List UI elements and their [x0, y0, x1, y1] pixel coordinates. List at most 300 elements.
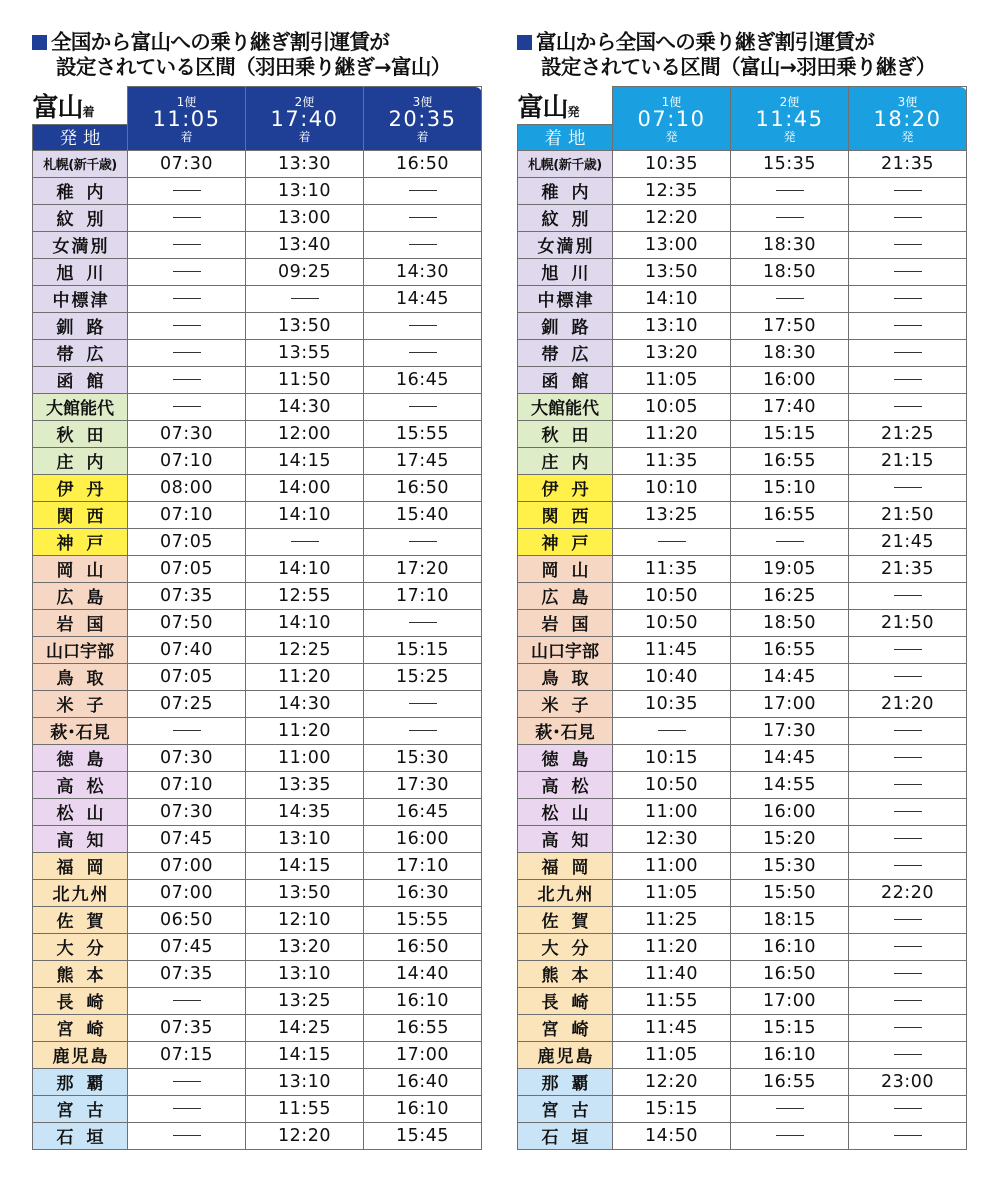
no-service-cell	[849, 825, 967, 852]
dash-icon	[894, 244, 922, 245]
left-city-suffix: 着	[82, 104, 95, 119]
airport-name: 岡山	[518, 555, 613, 582]
time-cell: 16:25	[731, 582, 849, 609]
no-service-cell	[364, 231, 482, 258]
time-cell: 07:05	[128, 528, 246, 555]
time-cell: 15:25	[364, 663, 482, 690]
no-service-cell	[731, 177, 849, 204]
time-cell: 11:25	[613, 906, 731, 933]
time-cell: 11:20	[246, 663, 364, 690]
right-city-suffix: 発	[567, 104, 580, 119]
time-cell: 13:00	[613, 231, 731, 258]
time-cell: 11:35	[613, 447, 731, 474]
dash-icon	[409, 352, 437, 353]
table-row	[518, 474, 967, 501]
dash-icon	[173, 1000, 201, 1001]
time-cell: 16:55	[364, 1014, 482, 1041]
time-cell: 13:40	[246, 231, 364, 258]
no-service-cell	[849, 987, 967, 1014]
time-cell: 12:20	[246, 1122, 364, 1149]
time-cell: 12:00	[246, 420, 364, 447]
airport-name: 釧路	[33, 312, 128, 339]
time-cell: 07:10	[128, 501, 246, 528]
table-row	[518, 960, 967, 987]
dash-icon	[409, 730, 437, 731]
airport-name: 徳島	[518, 744, 613, 771]
airport-name: 旭川	[33, 258, 128, 285]
no-service-cell	[849, 582, 967, 609]
time-cell: 14:50	[613, 1122, 731, 1149]
flight-number: 3便	[897, 94, 918, 109]
table-row	[518, 393, 967, 420]
no-service-cell	[849, 258, 967, 285]
no-service-cell	[613, 528, 731, 555]
no-service-cell	[849, 906, 967, 933]
airport-name: 広島	[33, 582, 128, 609]
time-cell: 11:40	[613, 960, 731, 987]
dash-icon	[894, 217, 922, 218]
dash-icon	[173, 190, 201, 191]
airport-name: 女満別	[518, 231, 613, 258]
time-cell: 16:45	[364, 366, 482, 393]
airport-name: 山口宇部	[33, 636, 128, 663]
dash-icon	[894, 784, 922, 785]
no-service-cell	[849, 312, 967, 339]
airport-name: 長崎	[518, 987, 613, 1014]
flight-number: 2便	[294, 94, 315, 109]
table-row	[33, 393, 482, 420]
dash-icon	[658, 541, 686, 542]
time-cell: 13:20	[613, 339, 731, 366]
time-cell: 15:15	[364, 636, 482, 663]
no-service-cell	[849, 663, 967, 690]
time-cell: 16:55	[731, 1068, 849, 1095]
airport-name: 稚内	[33, 177, 128, 204]
time-cell: 16:40	[364, 1068, 482, 1095]
time-cell: 07:30	[128, 744, 246, 771]
time-cell: 14:15	[246, 447, 364, 474]
time-cell: 11:05	[613, 879, 731, 906]
no-service-cell	[849, 717, 967, 744]
time-cell: 14:10	[246, 501, 364, 528]
time-cell: 11:20	[613, 420, 731, 447]
no-service-cell	[128, 1068, 246, 1095]
table-row	[33, 771, 482, 798]
time-cell: 11:05	[613, 1041, 731, 1068]
airport-name: 萩･石見	[518, 717, 613, 744]
dash-icon	[894, 757, 922, 758]
time-cell: 11:55	[613, 987, 731, 1014]
right-city-header	[518, 87, 613, 125]
no-service-cell	[128, 231, 246, 258]
time-cell: 07:25	[128, 690, 246, 717]
left-origin-label: 発地	[33, 124, 128, 150]
table-row	[518, 690, 967, 717]
flight-status: 着	[180, 129, 193, 144]
table-row	[33, 906, 482, 933]
time-cell: 12:10	[246, 906, 364, 933]
time-cell: 07:30	[128, 420, 246, 447]
left-title-line2: 設定されている区間（羽田乗り継ぎ→富山）	[56, 55, 451, 79]
airport-name: 庄内	[33, 447, 128, 474]
time-cell: 21:45	[849, 528, 967, 555]
airport-name: 大分	[518, 933, 613, 960]
time-cell: 21:20	[849, 690, 967, 717]
airport-name: 稚内	[518, 177, 613, 204]
time-cell: 13:25	[613, 501, 731, 528]
table-row	[33, 204, 482, 231]
time-cell: 15:30	[731, 852, 849, 879]
time-cell: 07:30	[128, 798, 246, 825]
time-cell: 09:25	[246, 258, 364, 285]
table-row	[33, 663, 482, 690]
dash-icon	[776, 190, 804, 191]
time-cell: 16:10	[731, 1041, 849, 1068]
time-cell: 13:00	[246, 204, 364, 231]
time-cell: 06:50	[128, 906, 246, 933]
no-service-cell	[849, 339, 967, 366]
table-row	[33, 1095, 482, 1122]
time-cell: 15:55	[364, 906, 482, 933]
time-cell: 13:20	[246, 933, 364, 960]
time-cell: 07:00	[128, 879, 246, 906]
time-cell: 08:00	[128, 474, 246, 501]
time-cell: 11:20	[246, 717, 364, 744]
airport-name: 高松	[518, 771, 613, 798]
no-service-cell	[128, 285, 246, 312]
flight-time: 11:45	[755, 106, 824, 131]
dash-icon	[894, 325, 922, 326]
time-cell: 10:35	[613, 690, 731, 717]
table-row	[33, 312, 482, 339]
airport-name: 神戸	[33, 528, 128, 555]
flight-time: 17:40	[270, 106, 339, 131]
flight-status: 着	[298, 129, 311, 144]
table-row	[518, 177, 967, 204]
time-cell: 16:00	[731, 798, 849, 825]
no-service-cell	[849, 798, 967, 825]
no-service-cell	[849, 1122, 967, 1149]
time-cell: 07:00	[128, 852, 246, 879]
airport-name: 帯広	[518, 339, 613, 366]
time-cell: 14:30	[364, 258, 482, 285]
time-cell: 16:55	[731, 636, 849, 663]
time-cell: 17:00	[364, 1041, 482, 1068]
airport-name: 大館能代	[33, 393, 128, 420]
table-row	[518, 420, 967, 447]
table-row	[518, 744, 967, 771]
time-cell: 13:25	[246, 987, 364, 1014]
dash-icon	[894, 1027, 922, 1028]
time-cell: 11:00	[613, 852, 731, 879]
dash-icon	[173, 1135, 201, 1136]
time-cell: 10:35	[613, 150, 731, 177]
table-row	[33, 879, 482, 906]
table-row	[33, 150, 482, 177]
dash-icon	[776, 298, 804, 299]
right-flight-header-3	[849, 87, 967, 151]
left-title-line1: 全国から富山への乗り継ぎ割引運賃が	[51, 30, 390, 54]
dash-icon	[894, 811, 922, 812]
dash-icon	[894, 271, 922, 272]
time-cell: 12:55	[246, 582, 364, 609]
time-cell: 07:30	[128, 150, 246, 177]
airport-name: 秋田	[33, 420, 128, 447]
dash-icon	[894, 190, 922, 191]
table-row	[518, 258, 967, 285]
no-service-cell	[364, 177, 482, 204]
table-row	[518, 987, 967, 1014]
table-row	[33, 798, 482, 825]
flight-number: 1便	[661, 94, 682, 109]
dash-icon	[409, 217, 437, 218]
table-row	[33, 582, 482, 609]
time-cell: 21:50	[849, 609, 967, 636]
time-cell: 13:10	[246, 825, 364, 852]
airport-name: 松山	[518, 798, 613, 825]
dash-icon	[894, 595, 922, 596]
no-service-cell	[364, 609, 482, 636]
table-row	[518, 879, 967, 906]
time-cell: 13:10	[246, 177, 364, 204]
airport-name: 大分	[33, 933, 128, 960]
dash-icon	[894, 1000, 922, 1001]
time-cell: 14:10	[246, 609, 364, 636]
time-cell: 21:35	[849, 555, 967, 582]
airport-name: 関西	[33, 501, 128, 528]
time-cell: 10:40	[613, 663, 731, 690]
time-cell: 17:10	[364, 582, 482, 609]
time-cell: 15:35	[731, 150, 849, 177]
right-city-name: 富山	[517, 92, 568, 123]
no-service-cell	[731, 204, 849, 231]
no-service-cell	[364, 717, 482, 744]
time-cell: 13:50	[246, 312, 364, 339]
dash-icon	[776, 1108, 804, 1109]
table-row	[33, 1014, 482, 1041]
airport-name: 宮崎	[518, 1014, 613, 1041]
table-row	[33, 1122, 482, 1149]
time-cell: 14:45	[731, 663, 849, 690]
dash-icon	[894, 298, 922, 299]
no-service-cell	[364, 393, 482, 420]
flight-status: 発	[665, 129, 678, 144]
time-cell: 11:45	[613, 1014, 731, 1041]
no-service-cell	[613, 717, 731, 744]
airport-name: 函館	[33, 366, 128, 393]
airport-name: 米子	[518, 690, 613, 717]
time-cell: 14:40	[364, 960, 482, 987]
table-row	[518, 501, 967, 528]
no-service-cell	[128, 1122, 246, 1149]
time-cell: 15:15	[731, 1014, 849, 1041]
airport-name: 関西	[518, 501, 613, 528]
dash-icon	[173, 244, 201, 245]
airport-name: 鳥取	[518, 663, 613, 690]
right-destination-label: 着地	[518, 124, 613, 150]
time-cell: 15:15	[731, 420, 849, 447]
left-title	[32, 30, 480, 80]
no-service-cell	[128, 258, 246, 285]
airport-name: 函館	[518, 366, 613, 393]
time-cell: 15:15	[613, 1095, 731, 1122]
airport-name: 大館能代	[518, 393, 613, 420]
airport-name: 札幌(新千歳)	[33, 150, 128, 177]
table-row	[518, 231, 967, 258]
airport-name: 徳島	[33, 744, 128, 771]
flight-time: 18:20	[873, 106, 942, 131]
table-row	[33, 231, 482, 258]
dash-icon	[894, 487, 922, 488]
table-row	[33, 177, 482, 204]
airport-name: 那覇	[33, 1068, 128, 1095]
table-row	[518, 339, 967, 366]
dash-icon	[658, 730, 686, 731]
no-service-cell	[849, 636, 967, 663]
time-cell: 13:35	[246, 771, 364, 798]
time-cell: 17:10	[364, 852, 482, 879]
airport-name: 山口宇部	[518, 636, 613, 663]
airport-name: 女満別	[33, 231, 128, 258]
table-row	[33, 717, 482, 744]
airport-name: 旭川	[518, 258, 613, 285]
table-row	[518, 933, 967, 960]
time-cell: 15:30	[364, 744, 482, 771]
airport-name: 岩国	[33, 609, 128, 636]
table-row	[518, 1122, 967, 1149]
time-cell: 15:40	[364, 501, 482, 528]
time-cell: 07:10	[128, 771, 246, 798]
table-row	[33, 825, 482, 852]
table-row	[518, 852, 967, 879]
no-service-cell	[849, 366, 967, 393]
airport-name: 高知	[518, 825, 613, 852]
table-row	[518, 150, 967, 177]
time-cell: 16:10	[731, 933, 849, 960]
time-cell: 15:20	[731, 825, 849, 852]
time-cell: 11:00	[246, 744, 364, 771]
dash-icon	[173, 352, 201, 353]
table-row	[518, 447, 967, 474]
airport-name: 紋別	[33, 204, 128, 231]
time-cell: 12:35	[613, 177, 731, 204]
time-cell: 14:30	[246, 393, 364, 420]
time-cell: 07:35	[128, 960, 246, 987]
time-cell: 21:50	[849, 501, 967, 528]
airport-name: 長崎	[33, 987, 128, 1014]
right-title-line1: 富山から全国への乗り継ぎ割引運賃が	[536, 30, 875, 54]
time-cell: 10:05	[613, 393, 731, 420]
no-service-cell	[849, 204, 967, 231]
airport-name: 熊本	[518, 960, 613, 987]
no-service-cell	[246, 285, 364, 312]
right-title	[517, 30, 965, 80]
right-flight-header-2	[731, 87, 849, 151]
time-cell: 10:10	[613, 474, 731, 501]
left-city-name: 富山	[32, 92, 83, 123]
time-cell: 11:55	[246, 1095, 364, 1122]
flight-number: 3便	[412, 94, 433, 109]
time-cell: 18:15	[731, 906, 849, 933]
dash-icon	[409, 703, 437, 704]
table-row	[518, 1068, 967, 1095]
right-timetable	[517, 86, 967, 1150]
table-row	[518, 528, 967, 555]
airport-name: 札幌(新千歳)	[518, 150, 613, 177]
time-cell: 17:00	[731, 690, 849, 717]
no-service-cell	[731, 1122, 849, 1149]
airport-name: 鳥取	[33, 663, 128, 690]
time-cell: 13:30	[246, 150, 364, 177]
time-cell: 10:50	[613, 771, 731, 798]
airport-name: 中標津	[518, 285, 613, 312]
time-cell: 14:10	[613, 285, 731, 312]
dash-icon	[894, 919, 922, 920]
time-cell: 16:30	[364, 879, 482, 906]
airport-name: 松山	[33, 798, 128, 825]
time-cell: 16:50	[364, 474, 482, 501]
time-cell: 23:00	[849, 1068, 967, 1095]
airport-name: 北九州	[518, 879, 613, 906]
dash-icon	[173, 217, 201, 218]
airport-name: 帯広	[33, 339, 128, 366]
table-row	[518, 1095, 967, 1122]
time-cell: 14:10	[246, 555, 364, 582]
no-service-cell	[849, 1095, 967, 1122]
dash-icon	[173, 271, 201, 272]
airport-name: 秋田	[518, 420, 613, 447]
table-row	[33, 744, 482, 771]
no-service-cell	[849, 231, 967, 258]
airport-name: 石垣	[518, 1122, 613, 1149]
dash-icon	[776, 1135, 804, 1136]
no-service-cell	[849, 960, 967, 987]
dash-icon	[776, 541, 804, 542]
airport-name: 熊本	[33, 960, 128, 987]
dash-icon	[173, 379, 201, 380]
table-row	[33, 555, 482, 582]
time-cell: 15:50	[731, 879, 849, 906]
time-cell: 10:50	[613, 582, 731, 609]
dash-icon	[173, 325, 201, 326]
time-cell: 16:55	[731, 447, 849, 474]
no-service-cell	[364, 339, 482, 366]
time-cell: 15:45	[364, 1122, 482, 1149]
no-service-cell	[731, 528, 849, 555]
table-row	[33, 1068, 482, 1095]
no-service-cell	[849, 771, 967, 798]
left-city-header	[33, 87, 128, 125]
table-row	[33, 474, 482, 501]
dash-icon	[173, 406, 201, 407]
time-cell: 16:45	[364, 798, 482, 825]
table-row	[33, 609, 482, 636]
airport-name: 石垣	[33, 1122, 128, 1149]
time-cell: 13:50	[246, 879, 364, 906]
time-cell: 13:10	[613, 312, 731, 339]
time-cell: 12:30	[613, 825, 731, 852]
airport-name: 福岡	[518, 852, 613, 879]
dash-icon	[894, 865, 922, 866]
time-cell: 11:05	[613, 366, 731, 393]
dash-icon	[409, 406, 437, 407]
time-cell: 16:10	[364, 1095, 482, 1122]
time-cell: 07:50	[128, 609, 246, 636]
dash-icon	[894, 676, 922, 677]
airport-name: 北九州	[33, 879, 128, 906]
time-cell: 07:35	[128, 1014, 246, 1041]
flight-status: 発	[783, 129, 796, 144]
